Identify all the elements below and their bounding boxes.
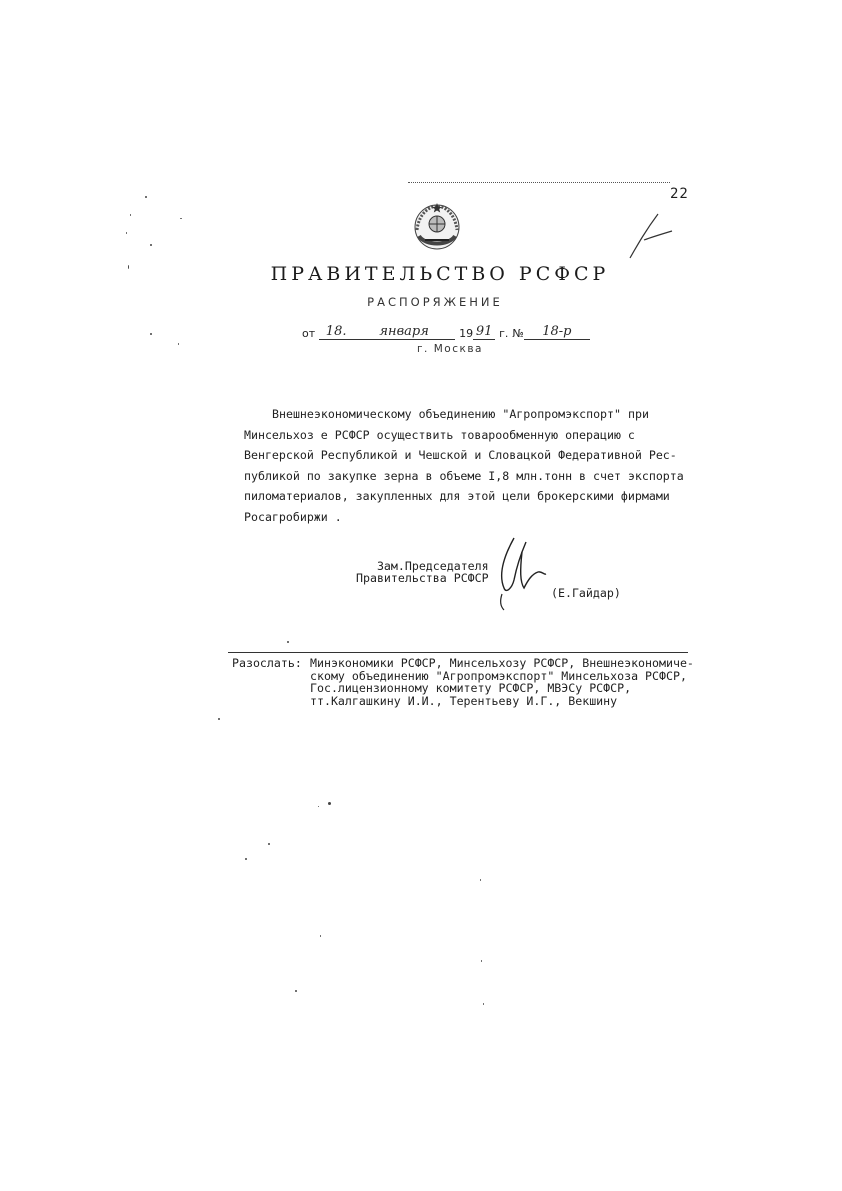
scan-speck — [483, 1003, 484, 1005]
body-line: Росагробиржи . — [244, 509, 342, 524]
scan-speck — [481, 960, 482, 962]
distribution-label: Разослать: — [232, 656, 302, 670]
date-day: 18. — [319, 324, 353, 340]
year-postfix: г. — [499, 327, 509, 340]
year-suffix: 91 — [473, 324, 495, 340]
year-prefix: 19 — [459, 327, 474, 340]
scan-speck — [328, 802, 331, 805]
distribution-list — [310, 657, 694, 707]
signatory-position — [356, 560, 489, 584]
page-number: 22 — [670, 186, 689, 202]
number-prefix: № — [512, 327, 524, 340]
scan-speck — [145, 196, 147, 198]
order-body — [244, 404, 684, 527]
scan-speck — [150, 244, 152, 246]
order-date-line — [302, 320, 590, 340]
body-line: Внешнеэкономическому объединению "Агропромэкспорт" при — [272, 407, 649, 421]
body-line: Минсельхоз е РСФСР осуществить товарообменную операцию с — [244, 427, 635, 442]
scan-speck — [178, 343, 179, 345]
rsfsr-emblem-icon — [411, 200, 463, 254]
scan-speck — [126, 232, 127, 234]
scan-speck — [480, 879, 481, 881]
handwritten-mark-icon — [620, 210, 680, 265]
date-prefix: от — [302, 327, 316, 340]
position-line: Зам.Председателя — [376, 559, 489, 573]
date-month: января — [353, 324, 455, 340]
header-dotted-rule — [408, 182, 670, 183]
scan-speck — [128, 265, 129, 269]
position-line: Правительства РСФСР — [356, 571, 489, 585]
body-line: публикой по закупке зерна в объеме I,8 млн.тонн в счет экспорта — [244, 468, 684, 483]
scan-speck — [218, 718, 220, 720]
body-line: Венгерской Республикой и Чешской и Словацкой Федеративной Рес- — [244, 448, 677, 462]
distribution-line: Минэкономики РСФСР, Минсельхозу РСФСР, Внешнеэкономиче- — [310, 656, 694, 670]
scan-speck — [245, 858, 247, 860]
government-title: ПРАВИТЕЛЬСТВО РСФСР — [270, 263, 610, 285]
scan-speck — [130, 214, 131, 216]
distribution-rule — [228, 652, 688, 653]
scan-speck — [180, 218, 182, 219]
distribution-line: скому объединению "Агропромэкспорт" Минсельхоза РСФСР, — [310, 668, 687, 683]
signatory-name: (Е.Гайдар) — [551, 586, 621, 600]
scan-speck — [287, 641, 289, 643]
distribution-line: Гос.лицензионному комитету РСФСР, МВЭСу РСФСР, — [310, 681, 632, 695]
city: г. Москва — [417, 343, 483, 355]
scan-speck — [268, 843, 270, 845]
order-number: 18-р — [524, 324, 590, 340]
document-type: РАСПОРЯЖЕНИЕ — [367, 295, 503, 309]
scan-speck — [320, 935, 321, 937]
body-line: пиломатериалов, закупленных для этой цели брокерскими фирмами — [244, 489, 670, 503]
signature-icon — [492, 530, 554, 616]
scan-speck — [295, 990, 297, 992]
scan-speck — [318, 806, 319, 807]
distribution-line: тт.Калгашкину И.И., Терентьеву И.Г., Векшину — [310, 693, 618, 708]
scan-speck — [150, 333, 152, 335]
